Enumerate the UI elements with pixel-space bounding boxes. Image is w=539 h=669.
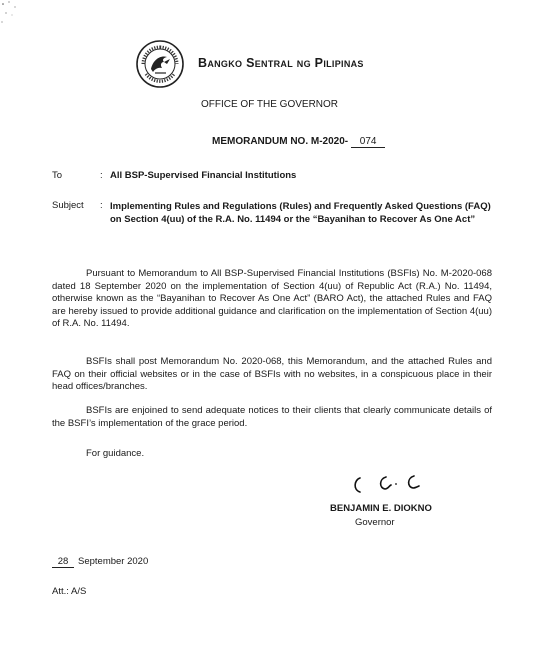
memo-date-month-year: September 2020 (78, 556, 149, 567)
memorandum-number-value: 074 (351, 137, 385, 148)
handwritten-signature (348, 468, 432, 500)
scan-specks (0, 0, 40, 40)
subject-value: Implementing Rules and Regulations (Rules) and Frequently Asked Questions (FAQ) on Section 4(uu) of the R.A. No. 11494 or the “Bayanihan to Recover As One Act” (110, 201, 491, 225)
body-paragraph-2-text: BSFIs shall post Memorandum No. 2020-068, this Memorandum, and the attached Rules and FAQ on their official websites or in the case of BSFIs with no websites, in a conspicuous place in their head offices/branches. (52, 356, 492, 393)
memo-date-day: 28 (52, 557, 74, 568)
to-label: To (52, 170, 63, 181)
subject-colon: : (100, 200, 103, 211)
body-paragraph-1-text: Pursuant to Memorandum to All BSP-Supervised Financial Institutions (BSFIs) No. M-2020-068 dated 18 September 2020 on the implementation of Section 4(uu) of Republic Act (R.A.) No. 11494, otherwise known as the “Bayanihan to Recover As One Act” (BARO Act), the attached Rules and FAQ are hereby issued to provide additional guidance and clarification on the implementation of Section 4(uu) of R.A. No. 11494. (52, 268, 492, 330)
memorandum-number (212, 136, 385, 148)
to-value: All BSP-Supervised Financial Institutions (110, 170, 297, 181)
body-paragraph-2 (52, 356, 492, 394)
memorandum-prefix: MEMORANDUM NO. M-2020- (212, 136, 349, 147)
body-paragraph-3-text: BSFIs are enjoined to send adequate notices to their clients that clearly communicate details of the BSFI’s implementation of the grace period. (52, 405, 492, 429)
signatory-name: BENJAMIN E. DIOKNO (330, 503, 432, 514)
bsp-seal-logo (136, 40, 184, 88)
memo-date (52, 556, 148, 568)
subject-label: Subject (52, 200, 84, 211)
to-colon: : (100, 170, 103, 181)
attachment-note: Att.: A/S (52, 586, 87, 597)
body-paragraph-1 (52, 268, 492, 331)
closing-line: For guidance. (86, 448, 145, 459)
bank-name: Bangko Sentral ng Pilipinas (198, 56, 364, 70)
office-of-the-governor: OFFICE OF THE GOVERNOR (200, 99, 339, 110)
body-paragraph-3 (52, 405, 492, 430)
signatory-title: Governor (355, 517, 395, 528)
